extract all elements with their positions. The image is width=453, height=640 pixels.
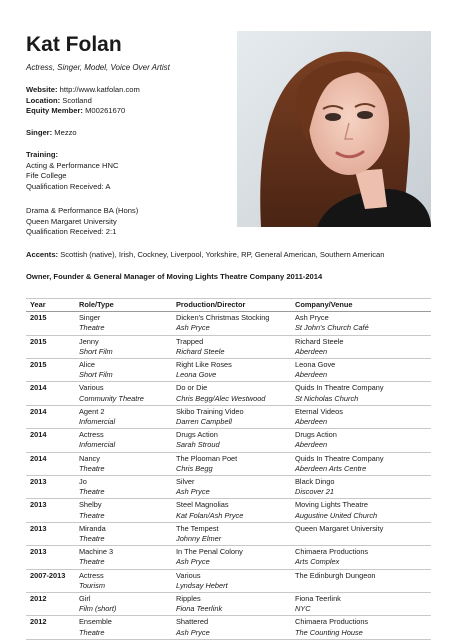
credit-year-spacer xyxy=(26,487,75,499)
singer-value: Mezzo xyxy=(52,128,77,137)
table-row-detail xyxy=(26,557,431,569)
credit-role: Jo xyxy=(79,477,87,487)
credit-type: Theatre xyxy=(75,464,172,476)
credit-director: Chris Begg/Alec Westwood xyxy=(172,394,291,406)
table-row-detail xyxy=(26,347,431,359)
credit-venue: NYC xyxy=(291,604,431,616)
credit-venue: The Counting House xyxy=(291,628,431,640)
credit-type: Short Film xyxy=(75,370,172,382)
credit-company: Richard Steele xyxy=(295,336,344,346)
credit-type: Community Theatre xyxy=(75,394,172,406)
credit-venue: Aberdeen xyxy=(291,440,431,452)
credit-role: Ensemble xyxy=(79,617,112,627)
table-row xyxy=(26,382,431,394)
credit-year-spacer xyxy=(26,347,75,359)
credit-venue: Aberdeen xyxy=(291,417,431,429)
table-row-detail xyxy=(26,581,431,593)
credit-year-spacer xyxy=(26,370,75,382)
credit-company: Leona Gove xyxy=(295,360,336,370)
table-row-detail xyxy=(26,487,431,499)
credit-venue: Aberdeen xyxy=(291,370,431,382)
website-label: Website: xyxy=(26,85,58,94)
credit-company: Eternal Videos xyxy=(295,406,343,416)
credit-venue: Aberdeen Arts Centre xyxy=(291,464,431,476)
ba-university: Queen Margaret University xyxy=(26,216,117,226)
credit-year-spacer xyxy=(26,534,75,546)
contact-details xyxy=(26,85,140,117)
credit-director: Lyndsay Hebert xyxy=(172,581,291,593)
credit-production: Ripples xyxy=(176,594,201,604)
credit-type: Theatre xyxy=(75,557,172,569)
degree-section xyxy=(26,206,138,238)
credit-year: 2015 xyxy=(30,336,47,346)
credit-company: Black Dingo xyxy=(295,477,335,487)
credit-role: Alice xyxy=(79,360,96,370)
table-row xyxy=(26,616,431,628)
credit-role: Nancy xyxy=(79,453,100,463)
credit-venue: Aberdeen xyxy=(291,347,431,359)
singer-label: Singer: xyxy=(26,128,53,137)
credit-role: Shelby xyxy=(79,500,102,510)
location-line xyxy=(26,96,140,107)
credit-year: 2013 xyxy=(30,547,47,557)
accents-value: Scottish (native), Irish, Cockney, Liverpool, Yorkshire, RP, General American, Southern American xyxy=(58,250,385,259)
credit-year-spacer xyxy=(26,464,75,476)
table-row-detail xyxy=(26,604,431,616)
credit-company: Fiona Teerlink xyxy=(295,594,341,604)
table-row-detail xyxy=(26,323,431,335)
headshot-photo xyxy=(237,31,431,227)
credit-year: 2014 xyxy=(30,406,47,416)
credit-type: Theatre xyxy=(75,534,172,546)
credit-type: Theatre xyxy=(75,628,172,640)
hnc-course: Acting & Performance HNC xyxy=(26,160,119,170)
header-year: Year xyxy=(26,299,75,312)
credit-director: Ash Pryce xyxy=(172,628,291,640)
credit-year-spacer xyxy=(26,628,75,640)
header-production-director: Production/Director xyxy=(172,299,291,312)
table-row-detail xyxy=(26,417,431,429)
credit-role: Various xyxy=(79,383,104,393)
credit-director: Ash Pryce xyxy=(172,323,291,335)
credit-year-spacer xyxy=(26,417,75,429)
credit-company: Quids In Theatre Company xyxy=(295,383,384,393)
credit-director: Ash Pryce xyxy=(172,487,291,499)
credit-year-spacer xyxy=(26,323,75,335)
table-row xyxy=(26,546,431,558)
table-row xyxy=(26,499,431,511)
table-row-detail xyxy=(26,370,431,382)
credit-production: The Plooman Poet xyxy=(176,453,238,463)
credit-venue: Arts Complex xyxy=(291,557,431,569)
credit-production: Do or Die xyxy=(176,383,208,393)
credit-year: 2013 xyxy=(30,523,47,533)
owner-line: Owner, Founder & General Manager of Moving Lights Theatre Company 2011-2014 xyxy=(26,272,323,281)
credit-year: 2014 xyxy=(30,453,47,463)
table-row-detail xyxy=(26,464,431,476)
credit-year-spacer xyxy=(26,440,75,452)
credit-venue: Augustine United Church xyxy=(291,511,431,523)
hnc-qualification: Qualification Received: A xyxy=(26,181,111,191)
table-row xyxy=(26,593,431,605)
credit-type: Theatre xyxy=(75,487,172,499)
credit-production: Shattered xyxy=(176,617,209,627)
credit-production: Skibo Training Video xyxy=(176,406,244,416)
credit-company: Drugs Action xyxy=(295,430,337,440)
table-row xyxy=(26,312,431,324)
singer-line xyxy=(26,128,77,139)
credit-year: 2014 xyxy=(30,383,47,393)
credit-year: 2015 xyxy=(30,360,47,370)
table-row xyxy=(26,522,431,534)
table-row-detail xyxy=(26,440,431,452)
credit-year-spacer xyxy=(26,557,75,569)
credit-type: Theatre xyxy=(75,323,172,335)
hnc-college: Fife College xyxy=(26,171,67,181)
accents-label: Accents: xyxy=(26,250,59,259)
performer-name: Kat Folan xyxy=(26,33,122,56)
credit-venue: Discover 21 xyxy=(291,487,431,499)
table-row xyxy=(26,429,431,441)
table-row xyxy=(26,452,431,464)
credit-type: Tourism xyxy=(75,581,172,593)
credit-venue: St John's Church Café xyxy=(291,323,431,335)
credit-year: 2012 xyxy=(30,617,47,627)
credit-year-spacer xyxy=(26,394,75,406)
credit-year: 2015 xyxy=(30,313,47,323)
credit-type: Theatre xyxy=(75,511,172,523)
credit-company: Queen Margaret University xyxy=(295,523,384,533)
credits-body xyxy=(26,312,431,640)
equity-value: M00261670 xyxy=(82,106,126,116)
credit-director: Johnny Elmer xyxy=(172,534,291,546)
location-value: Scotland xyxy=(60,95,92,105)
header-role-type: Role/Type xyxy=(75,299,172,312)
performer-subtitle: Actress, Singer, Model, Voice Over Artist xyxy=(26,63,170,72)
location-label: Location: xyxy=(26,95,61,105)
website-line xyxy=(26,85,140,96)
credit-director: Fiona Teerlink xyxy=(172,604,291,616)
accents-line xyxy=(26,250,436,260)
credit-role: Actress xyxy=(79,430,104,440)
equity-label: Equity Member: xyxy=(26,106,83,116)
credit-role: Machine 3 xyxy=(79,547,114,557)
training-section xyxy=(26,150,118,192)
credit-venue xyxy=(291,581,431,593)
credit-role: Jenny xyxy=(79,336,99,346)
credit-type: Infomercial xyxy=(75,440,172,452)
credit-venue xyxy=(291,534,431,546)
credit-role: Miranda xyxy=(79,523,106,533)
ba-qualification: Qualification Received: 2:1 xyxy=(26,227,117,237)
credit-production: Trapped xyxy=(176,336,204,346)
credit-venue: St Nicholas Church xyxy=(291,394,431,406)
credit-role: Actress xyxy=(79,570,104,580)
credit-production: Drugs Action xyxy=(176,430,218,440)
credit-company: Chimaera Productions xyxy=(295,547,369,557)
table-row-detail xyxy=(26,511,431,523)
credit-type: Short Film xyxy=(75,347,172,359)
table-row xyxy=(26,335,431,347)
credit-year-spacer xyxy=(26,511,75,523)
table-row xyxy=(26,569,431,581)
table-row xyxy=(26,476,431,488)
credit-director: Darren Campbell xyxy=(172,417,291,429)
credit-production: In The Penal Colony xyxy=(176,547,243,557)
ba-course: Drama & Performance BA (Hons) xyxy=(26,206,139,215)
credit-type: Infomercial xyxy=(75,417,172,429)
credit-role: Agent 2 xyxy=(79,406,105,416)
credit-director: Richard Steele xyxy=(172,347,291,359)
credit-year: 2013 xyxy=(30,477,47,487)
credits-table xyxy=(26,298,431,640)
table-row-detail xyxy=(26,628,431,640)
table-row xyxy=(26,359,431,371)
credit-production: Dicken's Christmas Stocking xyxy=(176,313,270,323)
website-link[interactable]: http://www.katfolan.com xyxy=(57,85,140,94)
equity-line xyxy=(26,106,140,117)
credit-director: Leona Gove xyxy=(172,370,291,382)
credit-role: Girl xyxy=(79,594,91,604)
credit-year-spacer xyxy=(26,604,75,616)
credit-production: Various xyxy=(176,570,201,580)
table-row-detail xyxy=(26,394,431,406)
credit-role: Singer xyxy=(79,313,101,323)
credit-year: 2013 xyxy=(30,500,47,510)
credit-director: Chris Begg xyxy=(172,464,291,476)
credit-year-spacer xyxy=(26,581,75,593)
table-row xyxy=(26,405,431,417)
credit-production: Silver xyxy=(176,477,195,487)
credit-year: 2007-2013 xyxy=(30,570,66,580)
training-label: Training: xyxy=(26,150,59,159)
credit-type: Film (short) xyxy=(75,604,172,616)
credit-year: 2012 xyxy=(30,594,47,604)
credit-year: 2014 xyxy=(30,430,47,440)
credits-header-row xyxy=(26,299,431,312)
credit-company: Moving Lights Theatre xyxy=(295,500,368,510)
credit-company: Quids In Theatre Company xyxy=(295,453,384,463)
credit-director: Sarah Stroud xyxy=(172,440,291,452)
table-row-detail xyxy=(26,534,431,546)
header-company-venue: Company/Venue xyxy=(291,299,431,312)
credit-company: Ash Pryce xyxy=(295,313,329,323)
credit-company: Chimaera Productions xyxy=(295,617,369,627)
credit-production: Right Like Roses xyxy=(176,360,232,370)
credit-production: Steel Magnolias xyxy=(176,500,229,510)
credit-production: The Tempest xyxy=(176,523,219,533)
credit-director: Ash Pryce xyxy=(172,557,291,569)
credit-director: Kat Folan/Ash Pryce xyxy=(172,511,291,523)
credit-company: The Edinburgh Dungeon xyxy=(295,570,376,580)
